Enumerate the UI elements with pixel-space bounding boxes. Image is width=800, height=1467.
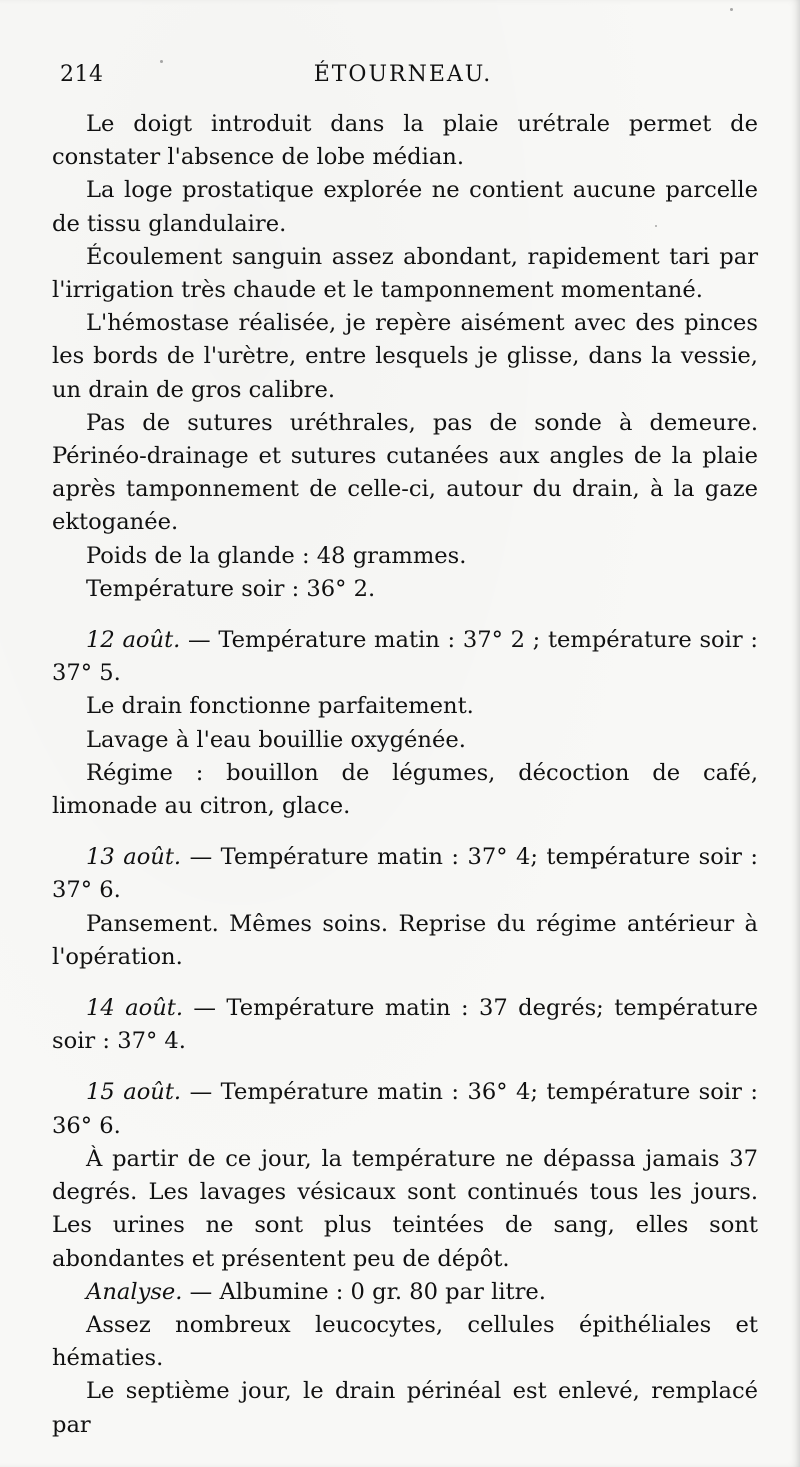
diary-entry-aug-12: [52, 624, 758, 690]
paragraph: Lavage à l'eau bouillie oxygénée.: [86, 726, 466, 753]
analyse-label: Analyse.: [86, 1278, 183, 1305]
paper-speck: [655, 225, 657, 227]
running-title: ÉTOURNEAU.: [313, 62, 493, 87]
paragraph: Écoulement sanguin assez abondant, rapidement tari par l'irrigation très chaude et le tamponnement momentané.: [52, 243, 758, 304]
analyse-paragraph: [52, 1276, 758, 1309]
entry-date: 14 août.: [86, 995, 184, 1022]
entry-text: — Température matin : 37° 4; température soir : 37° 6.: [52, 844, 758, 904]
paragraph: Pas de sutures uréthrales, pas de sonde à demeure. Périnéo-drainage et sutures cutanées aux angles de la plaie après tamponnement de celle-ci, autour du drain, à la gaze ektoganée.: [52, 409, 758, 536]
entry-text: — Température matin : 37 degrés; température soir : 37° 4.: [52, 995, 758, 1055]
entry-date: 12 août.: [86, 627, 181, 654]
diary-entry-aug-15: [52, 1076, 758, 1142]
entry-date: 13 août.: [86, 844, 182, 871]
paragraph: Le septième jour, le drain périnéal est enlevé, remplacé par: [52, 1378, 758, 1438]
paragraph: Le doigt introduit dans la plaie urétrale permet de constater l'absence de lobe médian.: [52, 111, 758, 171]
paper-speck: [160, 60, 163, 63]
paragraph: Le drain fonctionne parfaitement.: [86, 693, 474, 720]
paragraph: Pansement. Mêmes soins. Reprise du régime antérieur à l'opération.: [52, 910, 758, 970]
entry-text: — Température matin : 37° 2 ; température soir : 37° 5.: [52, 627, 758, 687]
diary-entry-aug-14: [52, 992, 758, 1058]
analyse-text: — Albumine : 0 gr. 80 par litre.: [182, 1278, 546, 1305]
paragraph: Température soir : 36° 2.: [86, 575, 376, 602]
paragraph: À partir de ce jour, la température ne dépassa jamais 37 degrés. Les lavages vésicaux sont continués tous les jours. Les urines ne sont plus teintées de sang, elles sont abondantes et présentent peu de dépôt.: [52, 1145, 758, 1272]
entry-text: — Température matin : 36° 4; température soir : 36° 6.: [52, 1079, 758, 1139]
paragraph: L'hémostase réalisée, je repère aisément avec des pinces les bords de l'urètre, entre lesquels je glisse, dans la vessie, un drain de gros calibre.: [52, 310, 758, 403]
paragraph: La loge prostatique explorée ne contient aucune parcelle de tissu glandulaire.: [52, 177, 758, 237]
body-text: [52, 108, 758, 1442]
diary-entry-aug-13: [52, 841, 758, 907]
paper-speck: [730, 8, 733, 11]
paragraph: Régime : bouillon de légumes, décoction de café, limonade au citron, glace.: [52, 759, 758, 820]
entry-date: 15 août.: [86, 1079, 182, 1106]
page-number: 214: [60, 62, 104, 87]
paragraph: Poids de la glande : 48 grammes.: [86, 542, 467, 569]
paragraph: Assez nombreux leucocytes, cellules épithéliales et hématies.: [52, 1311, 758, 1372]
running-head: [60, 62, 746, 98]
